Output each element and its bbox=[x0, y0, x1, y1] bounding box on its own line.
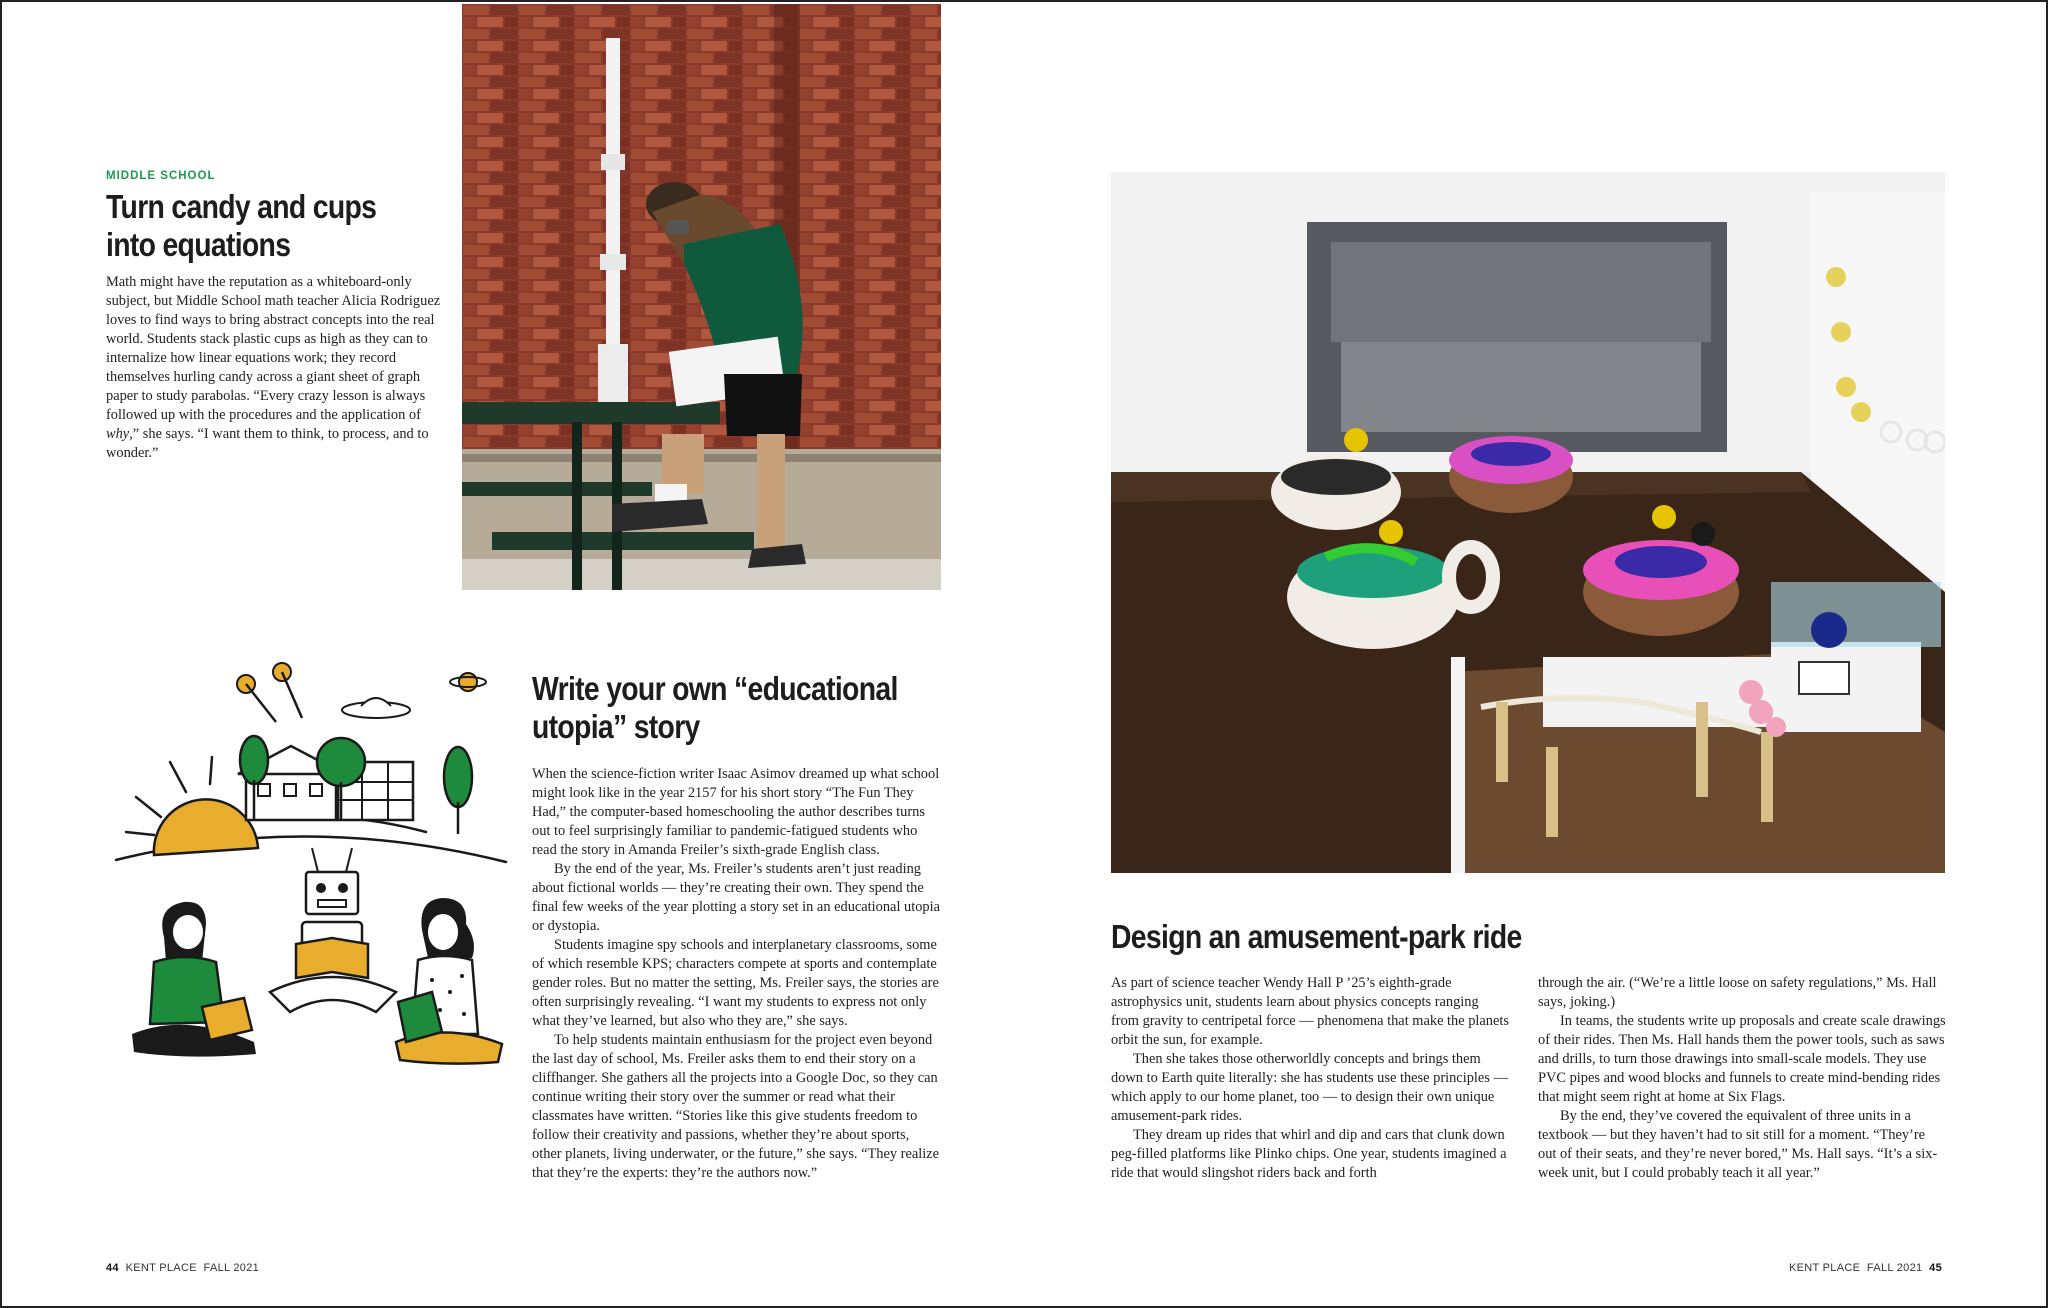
article2-paragraph: By the end of the year, Ms. Freiler’s students aren’t just reading about fictional worlds — they’re creating their own. They spend the final few weeks of the year plotting a story set in an educational utopia or dystopia. bbox=[532, 861, 941, 934]
article3-paragraph-continued: through the air. (“We’re a little loose on safety regulations,” Ms. Hall says, joking.) bbox=[1538, 975, 1937, 1010]
left-footer bbox=[106, 1262, 259, 1274]
article1-body: Math might have the reputation as a whiteboard-only subject, but Middle School math teacher Alicia Rodriguez loves to find ways to bring abstract concepts into the real world. Students stack plastic cups as high as they can to internalize how linear equations work; they record themselves hurling candy across a giant sheet of graph paper to study parabolas. “Every crazy lesson is always followed up with the procedures and the application of why,” she says. “I want them to think, to process, and to wonder.” bbox=[106, 274, 441, 461]
article3-paragraph: As part of science teacher Wendy Hall P ’25’s eighth-grade astrophysics unit, students learn about physics concepts ranging from gravity to centripetal force — phenomena that make the planets orbit the sun, for example. bbox=[1111, 975, 1509, 1048]
cup-tower-photo bbox=[462, 4, 941, 590]
article2-headline bbox=[532, 670, 1002, 746]
amusement-ride-model-drawing bbox=[1111, 172, 1945, 873]
cup-tower-photo-drawing bbox=[462, 4, 941, 590]
article2-paragraph: When the science-fiction writer Isaac Asimov dreamed up what school might look like in the year 2157 for his short story “The Fun They Had,” the computer-based homeschooling the author describes turns out to feel surprisingly familiar to pandemic-fatigued students who read the story in Amanda Freiler’s sixth-grade English class. bbox=[532, 766, 940, 858]
article1-headline bbox=[106, 188, 436, 264]
page-number-left: 44 bbox=[106, 1262, 119, 1274]
article2-paragraph: To help students maintain enthusiasm for the project even beyond the last day of school, Ms. Freiler asks them to end their story on a cliffhanger. She gathers all the projects into a Google Doc, so they can continue writing their story over the summer or read what their classmates have written. “Stories like this give students freedom to follow their creativity and passions, whether they’re about sports, other planets, living underwater, or the future,” she says. “They realize that they’re the experts: they’re the authors now.” bbox=[532, 1032, 939, 1181]
utopia-illustration bbox=[106, 662, 516, 1102]
article3-paragraph: They dream up rides that whirl and dip and cars that clunk down peg-filled platforms like Plinko chips. One year, students imagined a ride that would slingshot riders back and forth bbox=[1111, 1127, 1507, 1181]
article3-column1 bbox=[1111, 974, 1509, 1183]
publication-name-left: KENT PLACE FALL 2021 bbox=[125, 1262, 260, 1274]
article3-column2 bbox=[1538, 974, 1946, 1183]
article2-headline-line1: Write your own “educational bbox=[532, 670, 898, 707]
article2-body bbox=[532, 765, 942, 1183]
section-kicker: MIDDLE SCHOOL bbox=[106, 170, 216, 182]
article2-paragraph: Students imagine spy schools and interplanetary classrooms, some of which resemble KPS; characters compete at sports and contemplate gender roles. But no matter the setting, Ms. Freiler says, the stories are often surprisingly revealing. “I want my students to express not only what they’ve learned, but also who they are,” she says. bbox=[532, 937, 939, 1029]
utopia-illustration-drawing bbox=[106, 662, 516, 1102]
article3-paragraph: In teams, the students write up proposals and create scale drawings of their rides. Then Ms. Hall hands them the power tools, such as saws and drills, to turn those drawings into small-scale models. They use PVC pipes and wood blocks and funnels to create mind-bending rides that might seem right at home at Six Flags. bbox=[1538, 1013, 1946, 1105]
article3-paragraph: Then she takes those otherworldly concepts and brings them down to Earth quite literally: she has students use these principles — which apply to our home planet, too — to design their own unique amusement-park rides. bbox=[1111, 1051, 1508, 1124]
right-footer bbox=[1789, 1262, 1942, 1274]
publication-name-right: KENT PLACE FALL 2021 bbox=[1788, 1262, 1923, 1274]
article1-headline-line1: Turn candy and cups bbox=[106, 188, 377, 225]
article2-headline-line2: utopia” story bbox=[532, 708, 700, 745]
amusement-ride-model-photo bbox=[1111, 172, 1945, 873]
article1-headline-line2: into equations bbox=[106, 226, 291, 263]
article3-paragraph: By the end, they’ve covered the equivalent of three units in a textbook — but they haven’t had to sit still for a moment. “They’re out of their seats, and they’re never bored,” Ms. Hall says. “It’s a six-week unit, but I could probably teach it all year.” bbox=[1538, 1108, 1938, 1181]
page-number-right: 45 bbox=[1929, 1262, 1942, 1274]
article3-headline: Design an amusement-park ride bbox=[1111, 918, 1522, 955]
emphasis-why: why bbox=[106, 426, 130, 442]
